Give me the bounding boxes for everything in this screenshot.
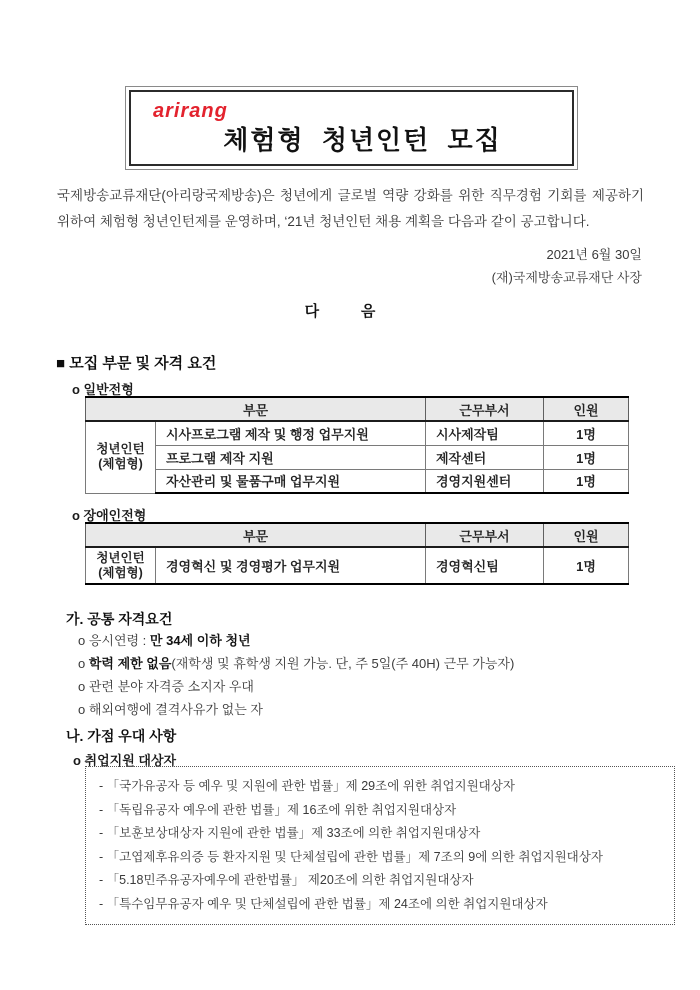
table-row: [86, 421, 629, 445]
table-cell-count: 1명: [544, 547, 629, 584]
table-row: [86, 445, 629, 469]
label-disabled-track: o 장애인전형: [72, 508, 147, 523]
heading-bonus: 나. 가점 우대 사항: [66, 728, 177, 744]
general-recruit-table: [85, 396, 629, 494]
arirang-logo: arirang: [153, 100, 228, 122]
qualification-item: o 해외여행에 결격사유가 없는 자: [78, 702, 263, 717]
label-employment-support: o 취업지원 대상자: [73, 753, 177, 768]
header-dept: 근무부서: [426, 397, 544, 421]
intern-group-cell: 청년인턴 (체험형): [86, 421, 156, 493]
masthead-box-inner: [129, 90, 574, 166]
qualification-item: o 학력 제한 없음(재학생 및 휴학생 지원 가능. 단, 주 5일(주 40H) 근무 가능자): [78, 656, 515, 671]
qualification-list: [78, 629, 638, 721]
table-cell-count: 1명: [544, 421, 629, 445]
table-cell-dept: 경영혁신팀: [426, 547, 544, 584]
header-count: 인원: [544, 523, 629, 547]
section-heading-recruit: ■ 모집 부문 및 자격 요건: [56, 355, 217, 372]
employment-support-item: - 「특수임무유공자 예우 및 단체설립에 관한 법률」제 24조에 의한 취업지원대상자: [99, 896, 548, 911]
table-cell-task: 프로그램 제작 지원: [156, 445, 426, 469]
table-cell-task: 경영혁신 및 경영평가 업무지원: [156, 547, 426, 584]
qualification-item: o 관련 분야 자격증 소지자 우대: [78, 679, 254, 694]
header-division: 부문: [86, 523, 426, 547]
heading-common-qualifications: 가. 공통 자격요건: [66, 611, 173, 627]
qualification-item: o 응시연령 : 만 34세 이하 청년: [78, 633, 251, 648]
table-cell-count: 1명: [544, 469, 629, 493]
disabled-recruit-table: [85, 522, 629, 585]
table-cell-task: 자산관리 및 물품구매 업무지원: [156, 469, 426, 493]
employment-support-item: - 「보훈보상대상자 지원에 관한 법률」제 33조에 의한 취업지원대상자: [99, 826, 481, 840]
label-general-track: o 일반전형: [72, 382, 134, 397]
intern-group-cell: 청년인턴 (체험형): [86, 547, 156, 584]
date-block: [492, 243, 642, 289]
table-cell-dept: 경영지원센터: [426, 469, 544, 493]
table-cell-dept: 시사제작팀: [426, 421, 544, 445]
employment-support-box: [85, 766, 675, 925]
table-cell-task: 시사프로그램 제작 및 행정 업무지원: [156, 421, 426, 445]
header-dept: 근무부서: [426, 523, 544, 547]
header-division: 부문: [86, 397, 426, 421]
daeum-divider: 다 음: [304, 303, 376, 320]
table-cell-dept: 제작센터: [426, 445, 544, 469]
intro-paragraph: 국제방송교류재단(아리랑국제방송)은 청년에게 글로벌 역량 강화를 위한 직무경험 기회를 제공하기 위하여 체험형 청년인턴제를 운영하며, ‘21년 청년인턴 채용 계획을 다음과 같이 공고합니다.: [57, 188, 644, 229]
notice-date: 2021년 6월 30일: [546, 247, 642, 262]
employment-support-item: - 「고엽제후유의증 등 환자지원 및 단체설립에 관한 법률」제 7조의 9에 의한 취업지원대상자: [99, 849, 603, 864]
employment-support-item: - 「5.18민주유공자예우에 관한법률」 제20조에 의한 취업지원대상자: [99, 873, 474, 887]
employment-support-item: - 「독립유공자 예우에 관한 법률」제 16조에 위한 취업지원대상자: [99, 802, 457, 817]
masthead-box: [125, 86, 578, 170]
employment-support-item: - 「국가유공자 등 예우 및 지원에 관한 법률」제 29조에 위한 취업지원대상자: [99, 779, 515, 793]
signer-line: (재)국제방송교류재단 사장: [491, 270, 642, 285]
header-count: 인원: [544, 397, 629, 421]
notice-title: 체험형 청년인턴 모집: [223, 125, 502, 155]
table-row: [86, 469, 629, 493]
table-header-row: [86, 397, 629, 421]
table-cell-count: 1명: [544, 445, 629, 469]
table-row: [86, 547, 629, 584]
table-header-row: [86, 523, 629, 547]
